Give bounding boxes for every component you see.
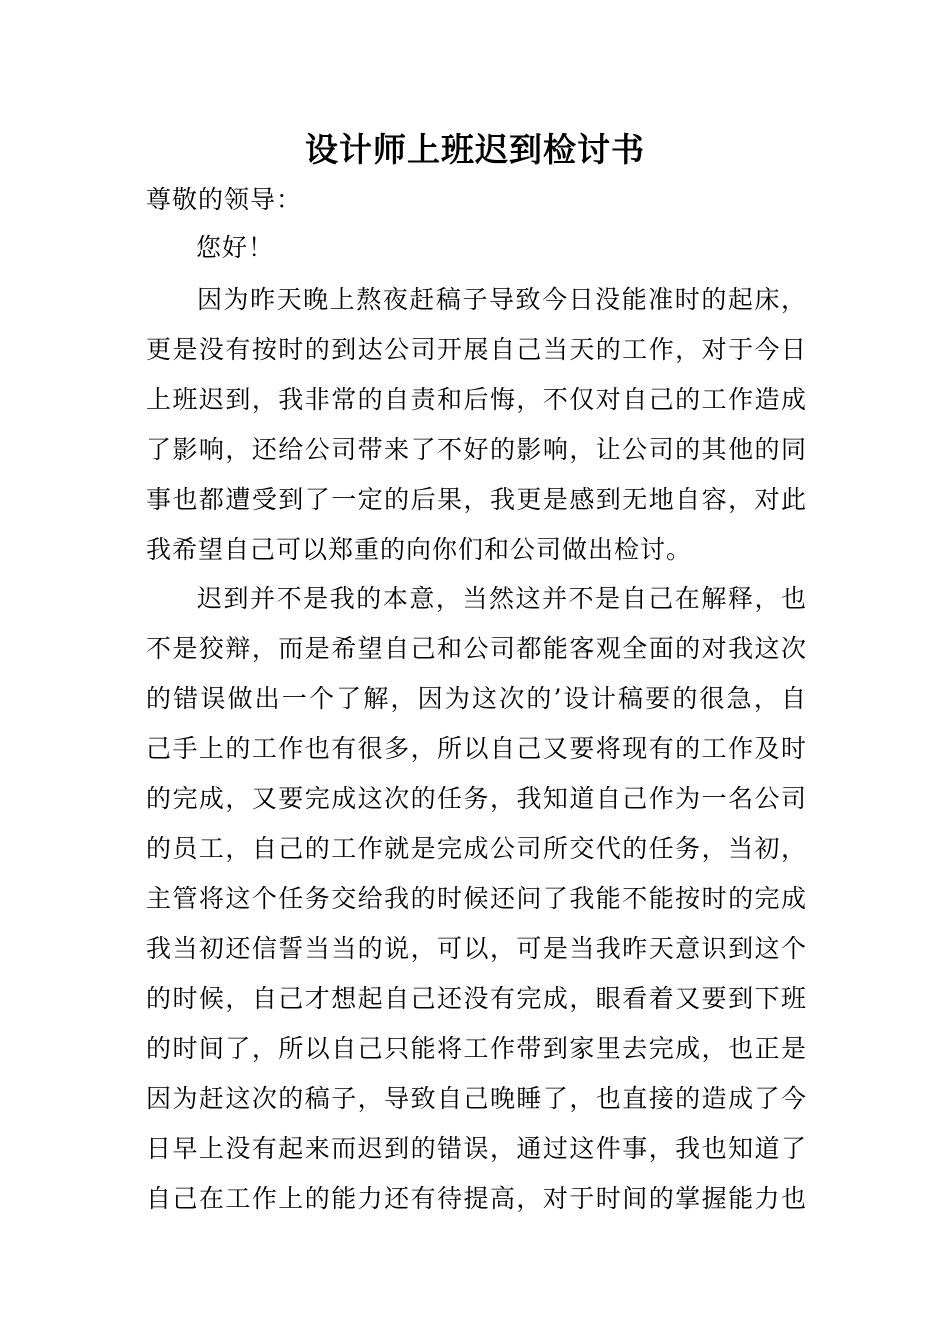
paragraph-line: 不是狡辩，而是希望自己和公司都能客观全面的对我这次 [146,634,806,663]
document-title: 设计师上班迟到检讨书 [305,130,645,169]
paragraph-line: 因为赶这次的稿子，导致自己晚睡了，也直接的造成了今 [146,1084,806,1113]
paragraph-line: 更是没有按时的到达公司开展自己当天的工作，对于今日 [146,335,806,364]
paragraph-line: 我希望自己可以郑重的向你们和公司做出检讨。 [146,535,693,564]
paragraph-line: 迟到并不是我的本意，当然这并不是自己在解释，也 [197,584,806,613]
paragraph-line: 主管将这个任务交给我的时候还问了我能不能按时的完成 [146,884,806,913]
paragraph-line: 的时候，自己才想起自己还没有完成，眼看着又要到下班 [146,984,806,1013]
paragraph-line: 事也都遭受到了一定的后果，我更是感到无地自容，对此 [146,485,806,514]
paragraph-line: 了影响，还给公司带来了不好的影响，让公司的其他的同 [146,435,806,464]
paragraph-line: 日早上没有起来而迟到的错误，通过这件事，我也知道了 [146,1134,806,1163]
paragraph-line: 上班迟到，我非常的自责和后悔，不仅对自己的工作造成 [146,385,806,414]
paragraph-line: 的错误做出一个了解，因为这次的’设计稿要的很急，自 [146,684,806,713]
paragraph-line: 因为昨天晚上熬夜赶稿子导致今日没能准时的起床， [197,285,806,314]
paragraph-line: 的员工，自己的工作就是完成公司所交代的任务，当初， [146,834,806,863]
greeting: 您好！ [196,233,275,262]
paragraph-line: 己手上的工作也有很多，所以自己又要将现有的工作及时 [146,734,806,763]
paragraph-line: 的时间了，所以自己只能将工作带到家里去完成，也正是 [146,1034,806,1063]
paragraph-line: 自己在工作上的能力还有待提高，对于时间的掌握能力也 [146,1184,806,1213]
paragraph-line: 的完成，又要完成这次的任务，我知道自己作为一名公司 [146,784,806,813]
paragraph-line: 我当初还信誓当当的说，可以，可是当我昨天意识到这个 [146,934,806,963]
salutation: 尊敬的领导： [146,185,303,214]
